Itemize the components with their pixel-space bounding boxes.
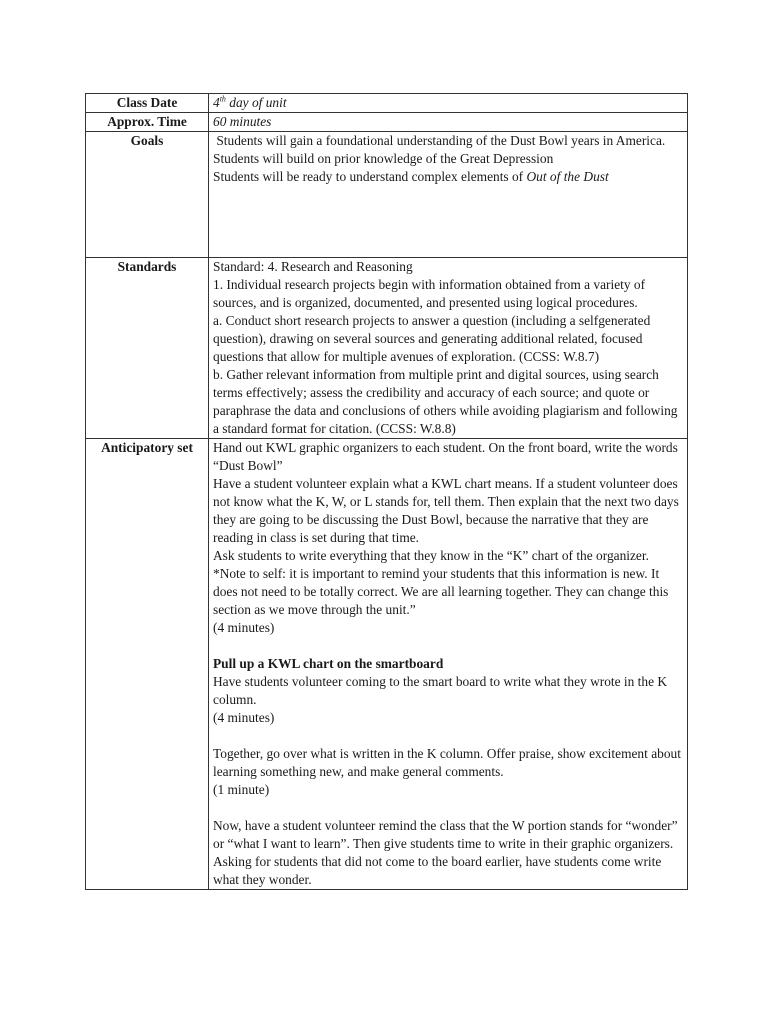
- anticipatory-line: Together, go over what is written in the K column. Offer praise, show excitement about learning something new, and make general comments.: [213, 746, 681, 779]
- value-standards: [209, 258, 688, 439]
- standard-line: Standard: 4. Research and Reasoning: [213, 259, 413, 274]
- row-approx-time: [86, 113, 688, 132]
- anticipatory-line: (4 minutes): [213, 710, 275, 725]
- label-approx-time: Approx. Time: [86, 113, 209, 132]
- value-goals: [209, 132, 688, 258]
- anticipatory-line: (4 minutes): [213, 620, 275, 635]
- value-anticipatory-set: [209, 439, 688, 890]
- goal-book-title: Out of the Dust: [526, 169, 609, 184]
- label-standards: Standards: [86, 258, 209, 439]
- row-standards: [86, 258, 688, 439]
- value-approx-time: 60 minutes: [209, 113, 688, 132]
- standard-line: 1. Individual research projects begin with information obtained from a variety of sources, and is organized, documented, and presented using logical procedures.: [213, 277, 646, 310]
- goal-item-last: [213, 168, 683, 186]
- row-class-date: [86, 94, 688, 113]
- anticipatory-line: Ask students to write everything that they know in the “K” chart of the organizer. *Note to self: it is important to remind your students that this information is new. It does not need to be totally correct. We are all learning together. They can change this section as we move through the unit.”: [213, 548, 669, 617]
- goal-last-prefix: Students will be ready to understand complex elements of: [213, 169, 527, 184]
- paragraph-gap: [213, 727, 683, 745]
- anticipatory-line: Hand out KWL graphic organizers to each student. On the front board, write the words “Dust Bowl”: [213, 440, 678, 473]
- goal-item: Students will gain a foundational understanding of the Dust Bowl years in America.: [213, 133, 666, 148]
- goal-item: Students will build on prior knowledge of the Great Depression: [213, 151, 554, 166]
- label-class-date: Class Date: [86, 94, 209, 113]
- class-date-rest: day of unit: [225, 95, 287, 110]
- lesson-plan-page: [85, 93, 685, 890]
- value-class-date: [209, 94, 688, 113]
- anticipatory-line: (1 minute): [213, 782, 270, 797]
- lesson-plan-table: [85, 93, 688, 890]
- standard-line: b. Gather relevant information from multiple print and digital sources, using search terms effectively; assess the credibility and accuracy of each source; and quote or paraphrase the data and conclusions of others while avoiding plagiarism and following a standard format for citation. (CCSS: W.8.8): [213, 367, 678, 436]
- paragraph-gap: [213, 637, 683, 655]
- row-anticipatory-set: [86, 439, 688, 890]
- standard-line: a. Conduct short research projects to answer a question (including a selfgenerated question), drawing on several sources and generating additional related, focused questions that allow for multiple avenues of exploration. (CCSS: W.8.7): [213, 313, 651, 364]
- anticipatory-line: Have students volunteer coming to the smart board to write what they wrote in the K column.: [213, 674, 668, 707]
- paragraph-gap: [213, 799, 683, 817]
- label-goals: Goals: [86, 132, 209, 258]
- class-date-ordinal: th: [219, 94, 226, 104]
- smartboard-heading: Pull up a KWL chart on the smartboard: [213, 656, 444, 671]
- label-anticipatory-set: Anticipatory set: [86, 439, 209, 890]
- class-date-number: 4: [213, 95, 220, 110]
- row-goals: [86, 132, 688, 258]
- anticipatory-line: Have a student volunteer explain what a KWL chart means. If a student volunteer does not know what the K, W, or L stands for, tell them. Then explain that the next two days they are going to be discussing the Dust Bowl, because the narrative that they are reading in class is set during that time.: [213, 476, 679, 545]
- anticipatory-line: Now, have a student volunteer remind the class that the W portion stands for “wonder” or “what I want to learn”. Then give students time to write in their graphic organizers. Asking for students that did not come to the board earlier, have students come write what they wonder.: [213, 818, 678, 887]
